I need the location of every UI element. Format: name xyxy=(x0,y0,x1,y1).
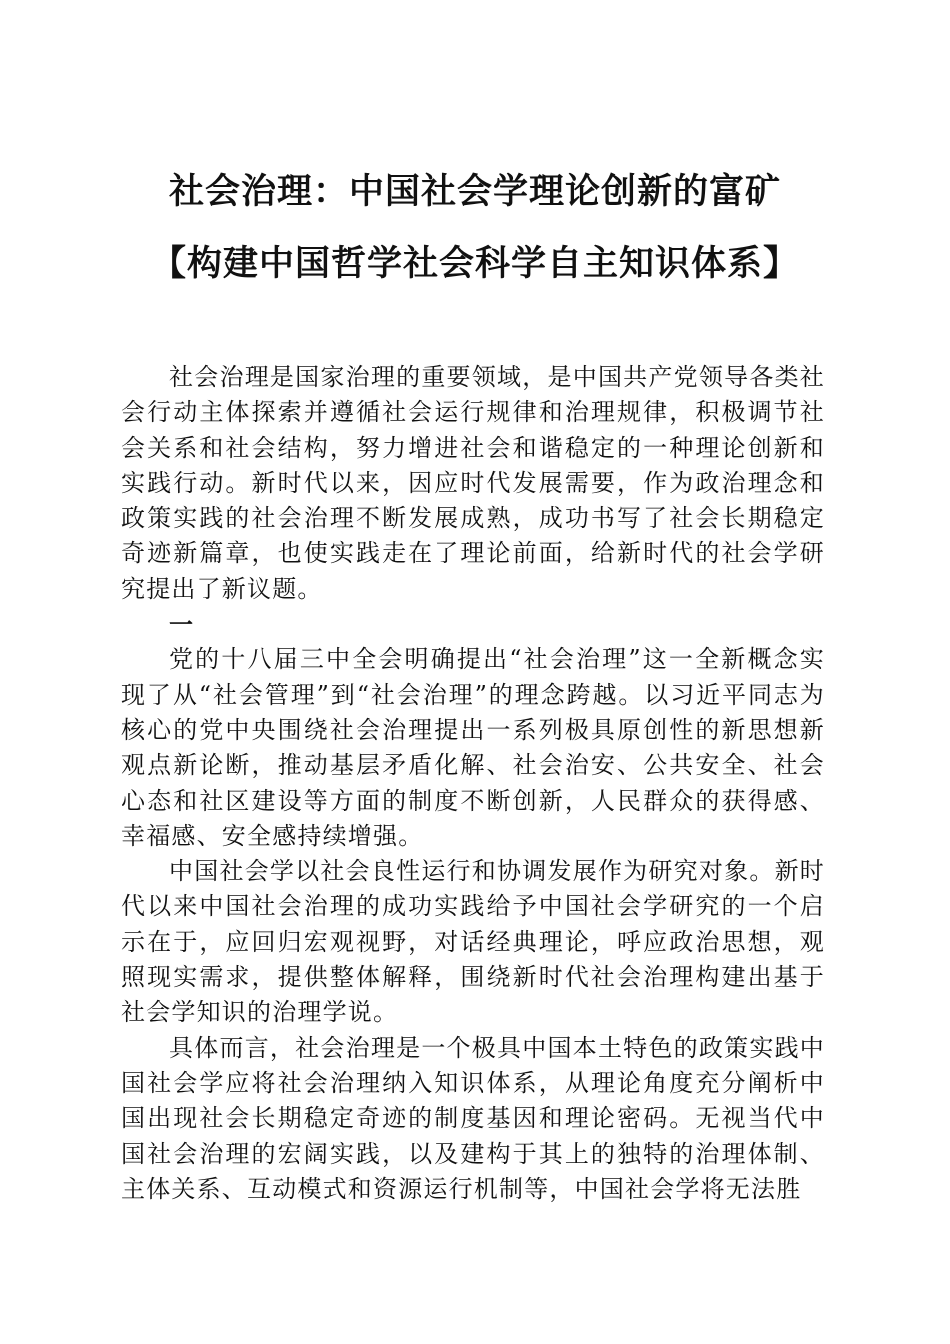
paragraph-concept: 党的十八届三中全会明确提出“社会治理”这一全新概念实现了从“社会管理”到“社会治理”的理念跨越。以习近平同志为核心的党中央围绕社会治理提出一系列极具原创性的新思想新观点新论断，推动基层矛盾化解、社会治安、公共安全、社会心态和社区建设等方面的制度不断创新，人民群众的获得感、幸福感、安全感持续增强。 xyxy=(121,645,825,850)
document-title: 社会治理：中国社会学理论创新的富矿 xyxy=(168,172,781,212)
paragraph-sociology: 中国社会学以社会良性运行和协调发展作为研究对象。新时代以来中国社会治理的成功实践给予中国社会学研究的一个启示在于，应回归宏观视野，对话经典理论，呼应政治思想，观照现实需求，提供整体解释，围绕新时代社会治理构建出基于社会学知识的治理学说。 xyxy=(121,857,825,1027)
paragraph-intro: 社会治理是国家治理的重要领域，是中国共产党领导各类社会行动主体探索并遵循社会运行规律和治理规律，积极调节社会关系和社会结构，努力增进社会和谐稳定的一种理论创新和实践行动。新时代以来，因应时代发展需要，作为政治理念和政策实践的社会治理不断发展成熟，成功书写了社会长期稳定奇迹新篇章，也使实践走在了理论前面，给新时代的社会学研究提出了新议题。 xyxy=(121,363,825,603)
section-number: 一 xyxy=(169,610,193,640)
document-subtitle: 【构建中国哲学社会科学自主知识体系】 xyxy=(150,244,799,284)
paragraph-specifics: 具体而言，社会治理是一个极具中国本土特色的政策实践中国社会学应将社会治理纳入知识体系，从理论角度充分阐析中国出现社会长期稳定奇迹的制度基因和理论密码。无视当代中国社会治理的宏阔实践，以及建构于其上的独特的治理体制、主体关系、互动模式和资源运行机制等，中国社会学将无法胜 xyxy=(121,1033,825,1203)
document-body xyxy=(121,360,825,1207)
